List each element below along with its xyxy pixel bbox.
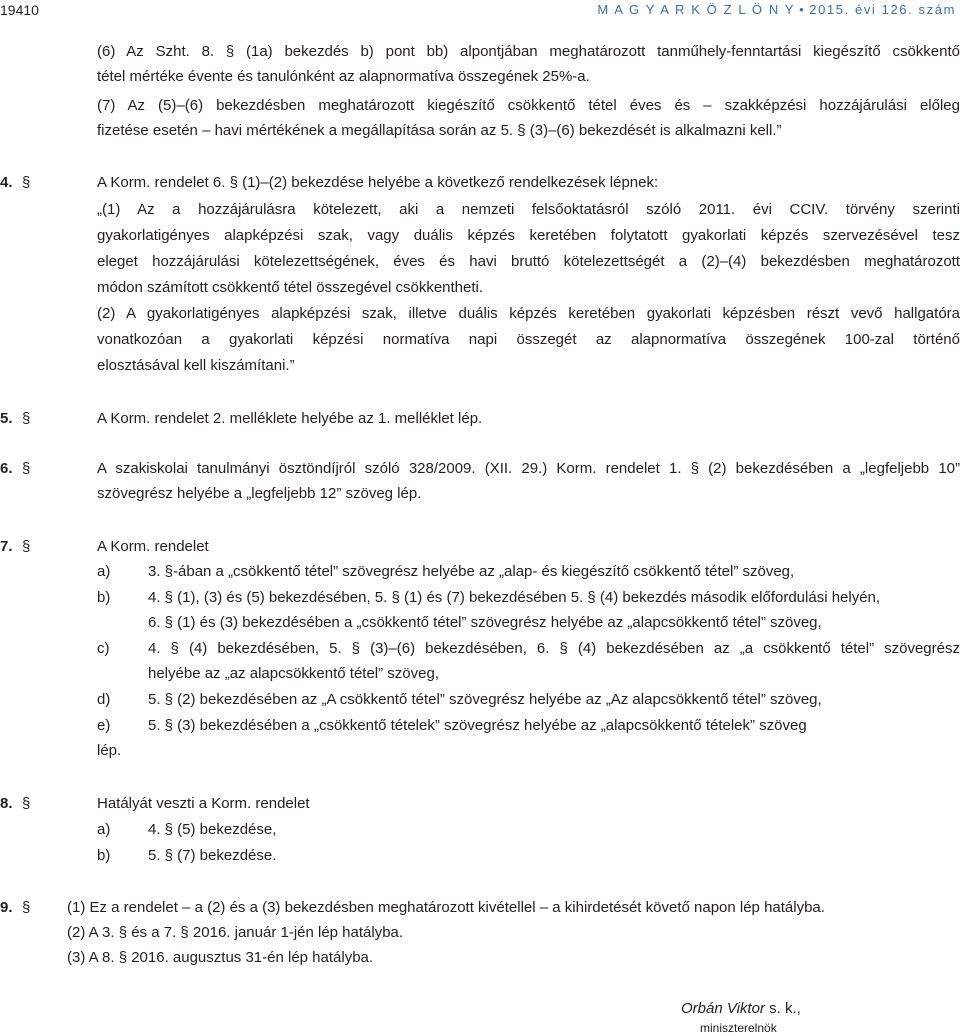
section-9-sign: § <box>22 899 31 916</box>
section-7-item-d-label: d) <box>97 691 111 708</box>
section-4-line-7: elosztásával kell kiszámítani.” <box>97 357 295 374</box>
section-7-item-a-text: 3. §-ában a „csökkentő tétel” szövegrész helyébe az „alap- és kiegészítő csökkentő tétel” szöveg, <box>148 563 795 580</box>
section-7-item-c-label: c) <box>97 640 110 657</box>
page-number: 19410 <box>0 2 39 18</box>
paragraph-6-line-1: (6) Az Szht. 8. § (1a) bekezdés b) pont bb) alpontjában meghatározott tanműhely-fenntartási kiegészítő csökkentő <box>97 43 960 60</box>
section-4-line-5: (2) A gyakorlatigényes alapképzési szak, illetve duális képzés keretében gyakorlati képzésben részt vevő hallgatóra <box>97 305 960 322</box>
section-7-item-e-text: 5. § (3) bekezdésében a „csökkentő tételek” szövegrész helyébe az „alapcsökkentő tételek” szöveg <box>148 717 807 734</box>
paragraph-7-line-1: (7) Az (5)–(6) bekezdésben meghatározott kiegészítő csökkentő tétel éves és – szakképzési hozzájárulási előleg <box>97 97 960 114</box>
section-7-item-b-line-2: 6. § (1) és (3) bekezdésében a „csökkentő tétel” szövegrész helyébe az „alapcsökkentő tétel” szöveg, <box>148 614 822 631</box>
issue-label: 2015. évi 126. szám <box>809 2 956 17</box>
signatory-name: Orbán Viktor <box>681 1000 765 1017</box>
section-8-item-b-label: b) <box>97 847 111 864</box>
section-4-line-1: „(1) Az a hozzájárulásra kötelezett, aki a nemzeti felsőoktatásról szóló 2011. évi CCIV. törvény szerinti <box>97 201 960 218</box>
section-9-paragraph-3: (3) A 8. § 2016. augusztus 31-én lép hatályba. <box>67 949 374 966</box>
signatory-role: miniszterelnök <box>700 1021 777 1035</box>
section-7-intro: A Korm. rendelet <box>97 538 209 555</box>
section-5-number: 5. <box>0 410 13 427</box>
signature <box>681 999 801 1019</box>
section-9-number: 9. <box>0 899 13 916</box>
header-separator: • <box>799 2 806 17</box>
section-5-text: A Korm. rendelet 2. melléklete helyébe az 1. melléklet lép. <box>97 410 483 427</box>
section-4-line-2: gyakorlatigényes alapképzési szak, vagy duális képzés keretében folytatott gyakorlati képzés szervezésével tesz <box>97 227 960 244</box>
section-7-item-c-line-1: 4. § (4) bekezdésében, 5. § (3)–(6) bekezdésében, 6. § (4) bekezdésében az „a csökkentő tétel” szövegrész <box>148 640 960 657</box>
section-9-paragraph-2: (2) A 3. § és a 7. § 2016. január 1-jén lép hatályba. <box>67 924 404 941</box>
journal-title <box>597 2 956 17</box>
section-7-sign: § <box>22 538 31 555</box>
signature-suffix: s. k., <box>764 1000 801 1017</box>
section-6-line-1: A szakiskolai tanulmányi ösztöndíjról szóló 328/2009. (XII. 29.) Korm. rendelet 1. § (2) bekezdésében a „legfeljebb 10” <box>97 460 960 477</box>
page-header <box>0 0 960 26</box>
section-7-item-e-label: e) <box>97 717 111 734</box>
section-7-number: 7. <box>0 538 13 555</box>
journal-name: M A G Y A R K Ö Z L Ö N Y <box>597 2 796 17</box>
section-7-item-c-line-2: helyébe az „az alapcsökkentő tétel” szöveg, <box>148 665 439 682</box>
section-8-item-b-text: 5. § (7) bekezdése. <box>148 847 277 864</box>
section-7-item-a-label: a) <box>97 563 111 580</box>
section-9-paragraph-1: (1) Ez a rendelet – a (2) és a (3) bekezdésben meghatározott kivétellel – a kihirdetését követő napon lép hatályba. <box>67 899 825 916</box>
paragraph-6-line-2: tétel mértéke évente és tanulónként az alapnormatíva összegének 25%-a. <box>97 68 590 85</box>
section-8-item-a-text: 4. § (5) bekezdése, <box>148 821 277 838</box>
section-7-closing: lép. <box>97 742 122 759</box>
section-4-intro: A Korm. rendelet 6. § (1)–(2) bekezdése helyébe a következő rendelkezések lépnek: <box>97 174 659 191</box>
section-7-item-d-text: 5. § (2) bekezdésében az „A csökkentő tétel” szövegrész helyébe az „Az alapcsökkentő tétel” szöveg, <box>148 691 822 708</box>
section-8-number: 8. <box>0 795 13 812</box>
section-7-item-b-label: b) <box>97 589 111 606</box>
section-8-intro: Hatályát veszti a Korm. rendelet <box>97 795 310 812</box>
section-6-sign: § <box>22 460 31 477</box>
section-4-line-4: módon számított csökkentő tétel összegével csökkentheti. <box>97 279 484 296</box>
section-5-sign: § <box>22 410 31 427</box>
section-8-sign: § <box>22 795 31 812</box>
section-4-number: 4. <box>0 174 13 191</box>
section-7-item-b-line-1: 4. § (1), (3) és (5) bekezdésében, 5. § (1) és (7) bekezdésében 5. § (4) bekezdés második előfordulási helyén, <box>148 589 881 606</box>
section-6-line-2: szövegrész helyébe a „legfeljebb 12” szöveg lép. <box>97 485 422 502</box>
section-4-line-3: eleget hozzájárulási kötelezettségének, éves és havi bruttó kötelezettségét a (2)–(4) bekezdésben meghatározott <box>97 253 960 270</box>
section-4-line-6: vonatkozóan a gyakorlati képzési normatíva napi összegét az alapnormatíva összegének 100-zal történő <box>97 331 960 348</box>
section-6-number: 6. <box>0 460 13 477</box>
paragraph-7-line-2: fizetése esetén – havi mértékének a megállapítása során az 5. § (3)–(6) bekezdését is alkalmazni kell.” <box>97 122 782 139</box>
section-8-item-a-label: a) <box>97 821 111 838</box>
section-4-sign: § <box>22 174 31 191</box>
